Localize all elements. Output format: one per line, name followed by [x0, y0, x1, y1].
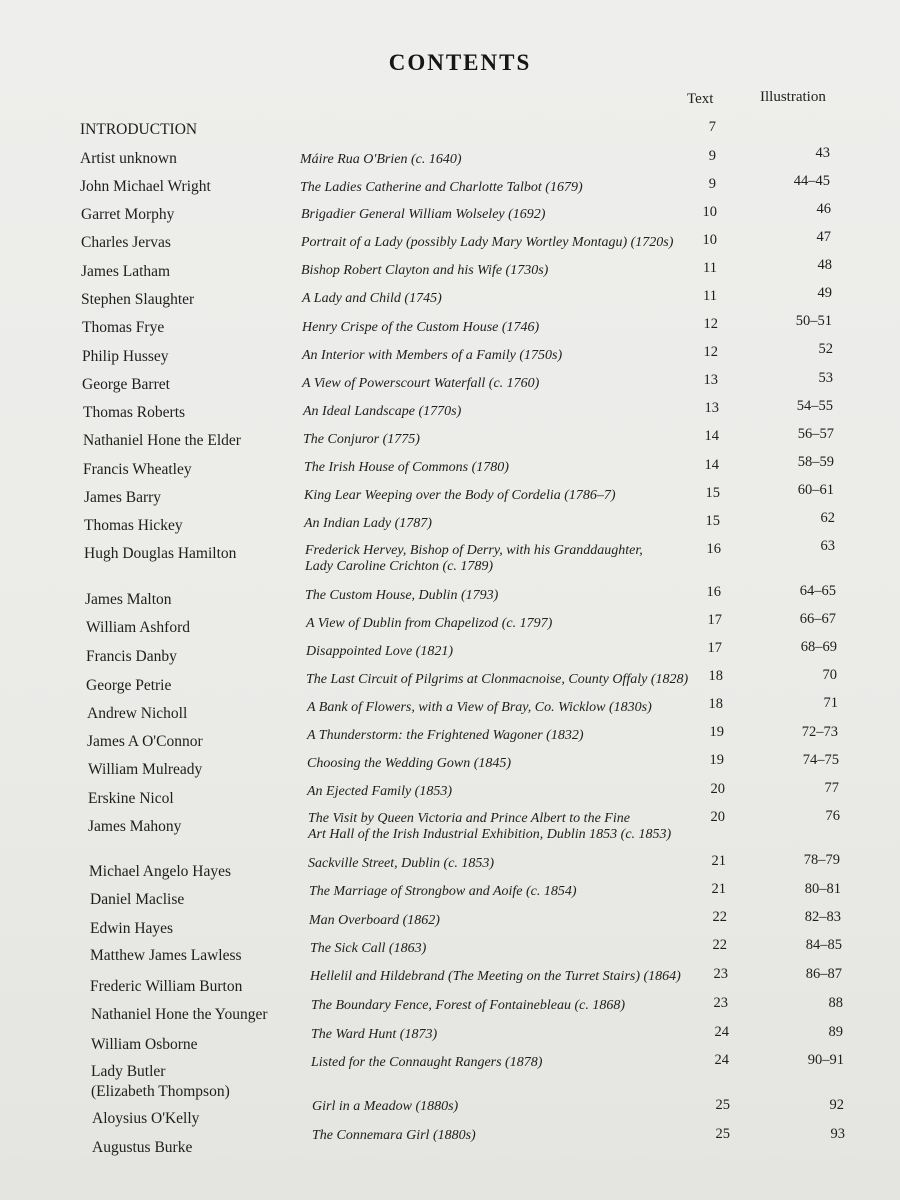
artist-name: William Mulready [88, 761, 203, 778]
illustration-page-number: 60–61 [797, 482, 834, 498]
introduction-label: INTRODUCTION [80, 121, 198, 138]
artist-name: Francis Wheatley [83, 461, 192, 478]
illustration-page-number: 90–91 [807, 1052, 844, 1068]
illustration-page-number: 70 [822, 667, 837, 683]
illustration-page-number: 76 [825, 808, 840, 824]
work-title: A Thunderstorm: the Frightened Wagoner (1832) [307, 728, 584, 743]
text-page-number: 16 [706, 541, 721, 557]
artist-name: Matthew James Lawless [90, 947, 242, 964]
work-title: Disappointed Love (1821) [306, 644, 453, 659]
artist-name: George Barret [82, 376, 170, 393]
artist-name: Thomas Roberts [83, 404, 186, 421]
work-title: The Custom House, Dublin (1793) [305, 588, 499, 603]
illustration-page-number: 93 [830, 1126, 845, 1142]
text-page-number: 9 [708, 148, 716, 164]
artist-name: James A O'Connor [87, 733, 203, 750]
work-title: The Last Circuit of Pilgrims at Clonmacnoise, County Offaly (1828) [306, 672, 689, 687]
illustration-page-number: 50–51 [795, 313, 832, 329]
illustration-page-number: 52 [818, 341, 833, 357]
illustration-page-number: 46 [816, 201, 831, 217]
text-page-number: 20 [710, 781, 725, 797]
text-page-number: 12 [703, 344, 718, 360]
artist-name: Hugh Douglas Hamilton [84, 545, 237, 562]
artist-name: Stephen Slaughter [81, 291, 195, 308]
text-page-number: 15 [705, 513, 720, 529]
artist-name: James Barry [84, 489, 162, 506]
work-title: The Irish House of Commons (1780) [304, 460, 509, 475]
text-page-number: 24 [714, 1024, 729, 1040]
text-page-number: 17 [707, 612, 722, 628]
text-page-number: 11 [703, 260, 717, 276]
text-page-number: 15 [705, 485, 720, 501]
artist-name: Frederic William Burton [90, 978, 243, 995]
work-title: Portrait of a Lady (possibly Lady Mary Wortley Montagu) (1720s) [301, 235, 674, 250]
work-title: Bishop Robert Clayton and his Wife (1730s) [301, 263, 549, 278]
illustration-page-number: 56–57 [797, 426, 834, 442]
text-page-number: 14 [704, 428, 719, 444]
illustration-page-number: 74–75 [802, 752, 839, 768]
work-title: The Visit by Queen Victoria and Prince Albert to the Fine Art Hall of the Irish Industrial Exhibition, Dublin 1853 (c. 1853) [308, 811, 672, 842]
work-title: The Ward Hunt (1873) [311, 1027, 438, 1042]
artist-name: James Latham [81, 263, 171, 280]
work-title: An Ideal Landscape (1770s) [303, 404, 462, 419]
illustration-page-number: 58–59 [797, 454, 834, 470]
text-page-number: 19 [709, 752, 724, 768]
artist-name: Andrew Nicholl [87, 705, 188, 722]
text-page-number: 22 [712, 937, 727, 953]
work-title: A Lady and Child (1745) [302, 291, 442, 306]
illustration-page-number: 48 [817, 257, 832, 273]
illustration-page-number: 63 [820, 538, 835, 554]
artist-name: Philip Hussey [82, 348, 169, 365]
text-page-number: 14 [704, 457, 719, 473]
work-title: The Boundary Fence, Forest of Fontainebleau (c. 1868) [311, 998, 626, 1013]
work-title: The Ladies Catherine and Charlotte Talbot (1679) [300, 180, 583, 195]
illustration-page-number: 47 [816, 229, 831, 245]
artist-name: John Michael Wright [80, 178, 211, 195]
artist-name: Michael Angelo Hayes [89, 863, 232, 880]
artist-name: Charles Jervas [81, 234, 171, 251]
text-page-number: 10 [702, 204, 717, 220]
text-page-number: 20 [710, 809, 725, 825]
artist-name: Lady Butler (Elizabeth Thompson) [91, 1063, 230, 1100]
work-title: Sackville Street, Dublin (c. 1853) [308, 856, 495, 871]
artist-name: William Ashford [86, 619, 190, 636]
illustration-column-header: Illustration [760, 89, 826, 105]
work-title: The Conjuror (1775) [303, 432, 420, 447]
text-page-number: 24 [714, 1052, 729, 1068]
text-page-number: 11 [703, 288, 717, 304]
artist-name: William Osborne [91, 1036, 198, 1053]
artist-name: Edwin Hayes [90, 920, 174, 937]
illustration-page-number: 62 [820, 510, 835, 526]
work-title: The Sick Call (1863) [310, 941, 427, 956]
work-title: The Marriage of Strongbow and Aoife (c. 1854) [309, 884, 577, 899]
text-column-header: Text [687, 91, 714, 107]
work-title: An Indian Lady (1787) [304, 516, 432, 531]
work-title: Choosing the Wedding Gown (1845) [307, 756, 512, 771]
text-page-number: 10 [702, 232, 717, 248]
text-page-number: 23 [713, 966, 728, 982]
artist-name: James Malton [85, 591, 172, 608]
work-title: Máire Rua O'Brien (c. 1640) [300, 152, 462, 167]
work-title: An Ejected Family (1853) [307, 784, 453, 799]
work-title: Henry Crispe of the Custom House (1746) [302, 320, 540, 335]
artist-name: James Mahony [88, 818, 182, 835]
work-title: An Interior with Members of a Family (1750s) [302, 348, 563, 363]
text-page-number: 21 [711, 881, 726, 897]
text-page-number: 23 [713, 995, 728, 1011]
work-title: A View of Powerscourt Waterfall (c. 1760) [302, 376, 540, 391]
artist-name: Aloysius O'Kelly [92, 1110, 200, 1127]
illustration-page-number: 53 [818, 370, 833, 386]
work-title: King Lear Weeping over the Body of Cordelia (1786–7) [304, 488, 616, 503]
illustration-page-number: 82–83 [804, 909, 841, 925]
work-title: Listed for the Connaught Rangers (1878) [311, 1055, 543, 1070]
illustration-page-number: 43 [815, 145, 830, 161]
artist-name: Artist unknown [80, 150, 177, 167]
text-page-number: 13 [704, 400, 719, 416]
text-page-number: 25 [715, 1097, 730, 1113]
illustration-page-number: 84–85 [805, 937, 842, 953]
page-title: CONTENTS [388, 50, 532, 75]
text-page-number: 19 [709, 724, 724, 740]
text-page-number: 7 [708, 119, 716, 135]
text-page-number: 18 [708, 668, 723, 684]
artist-name: Thomas Hickey [84, 517, 183, 534]
artist-name: George Petrie [86, 677, 172, 694]
illustration-page-number: 66–67 [799, 611, 836, 627]
illustration-page-number: 80–81 [804, 881, 841, 897]
work-title: Brigadier General William Wolseley (1692) [301, 207, 546, 222]
illustration-page-number: 92 [829, 1097, 844, 1113]
illustration-page-number: 77 [824, 780, 839, 796]
illustration-page-number: 72–73 [801, 724, 838, 740]
artist-name: Garret Morphy [81, 206, 175, 223]
artist-name: Francis Danby [86, 648, 177, 665]
artist-name: Nathaniel Hone the Elder [83, 432, 241, 449]
work-title: Girl in a Meadow (1880s) [312, 1099, 459, 1114]
illustration-page-number: 68–69 [800, 639, 837, 655]
text-page-number: 21 [711, 853, 726, 869]
work-title: A View of Dublin from Chapelizod (c. 1797) [306, 616, 553, 631]
text-page-number: 18 [708, 696, 723, 712]
text-page-number: 17 [707, 640, 722, 656]
artist-name: Augustus Burke [92, 1139, 193, 1156]
illustration-page-number: 64–65 [799, 583, 836, 599]
illustration-page-number: 71 [823, 695, 838, 711]
work-title: The Connemara Girl (1880s) [312, 1128, 476, 1143]
text-page-number: 25 [715, 1126, 730, 1142]
text-page-number: 12 [703, 316, 718, 332]
text-page-number: 22 [712, 909, 727, 925]
illustration-page-number: 86–87 [805, 966, 842, 982]
work-title: Frederick Hervey, Bishop of Derry, with his Granddaughter, Lady Caroline Crichton (c. 1789) [305, 543, 643, 574]
text-page-number: 13 [703, 372, 718, 388]
artist-name: Thomas Frye [82, 319, 165, 336]
artist-name: Daniel Maclise [90, 891, 185, 908]
illustration-page-number: 88 [828, 995, 843, 1011]
illustration-page-number: 89 [828, 1024, 843, 1040]
illustration-page-number: 78–79 [803, 852, 840, 868]
work-title: A Bank of Flowers, with a View of Bray, Co. Wicklow (1830s) [307, 700, 652, 715]
work-title: Man Overboard (1862) [309, 913, 440, 928]
text-page-number: 16 [706, 584, 721, 600]
artist-name: Erskine Nicol [88, 790, 174, 807]
illustration-page-number: 44–45 [793, 173, 830, 189]
illustration-page-number: 49 [817, 285, 832, 301]
illustration-page-number: 54–55 [796, 398, 833, 414]
artist-name: Nathaniel Hone the Younger [91, 1006, 268, 1023]
text-page-number: 9 [708, 176, 716, 192]
work-title: Hellelil and Hildebrand (The Meeting on the Turret Stairs) (1864) [310, 969, 681, 984]
